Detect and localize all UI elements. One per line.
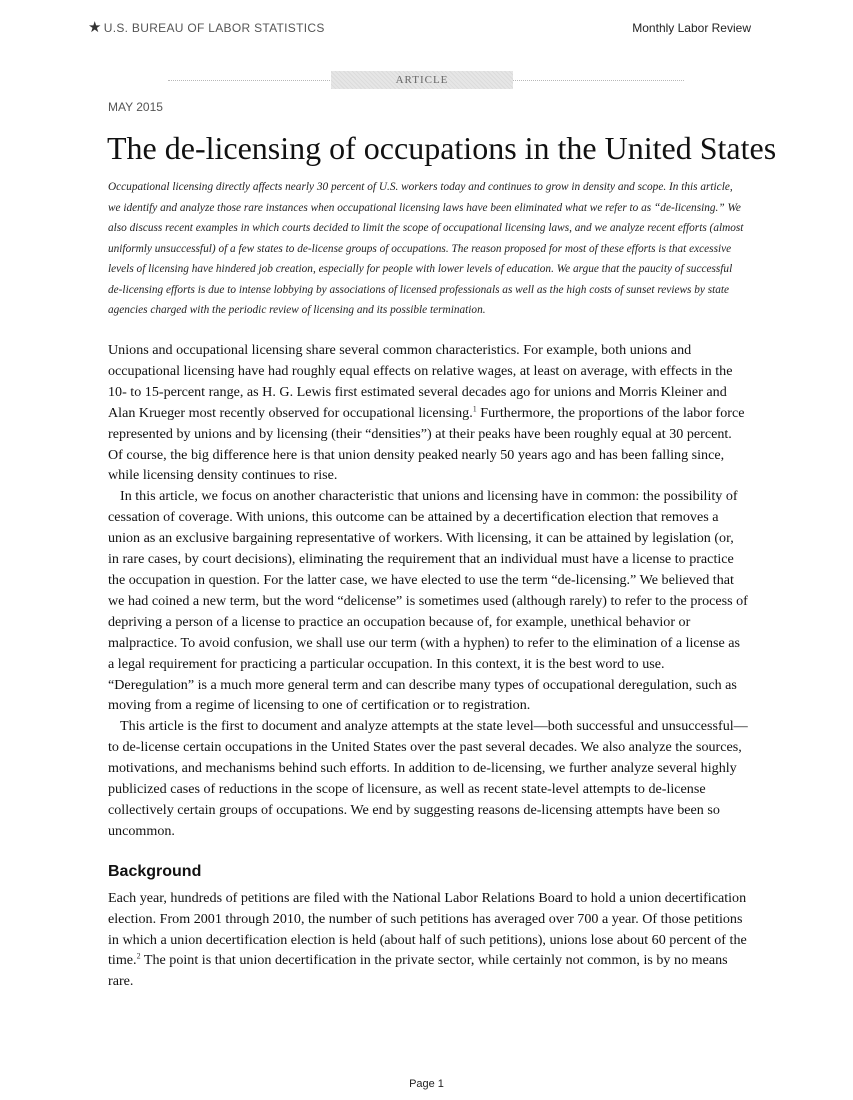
body-paragraph bbox=[108, 340, 748, 486]
body-paragraph bbox=[108, 888, 748, 993]
body-paragraph: This article is the first to document and analyze attempts at the state level—both successful and unsuccessful—to de-license certain occupations in the United States over the past several decades. We also analyze the sources, motivations, and mechanisms behind such efforts. In addition to de-licensing, we further analyze several highly publicized cases of reductions in the scope of licensure, as well as recent state-level attempts to de-license collectively certain groups of occupations. We end by suggesting reasons de-licensing attempts have been so uncommon. bbox=[108, 718, 748, 839]
body-paragraph: In this article, we focus on another characteristic that unions and licensing have in common: the possibility of cessation of coverage. With unions, this outcome can be attained by a decertification election that removes a union as an exclusive bargaining representative of workers. With licensing, it can be attained by legislation (or, in rare cases, by court decisions), eliminating the requirement that an individual must have a license to practice the occupation in question. For the latter case, we have elected to use the term “de-licensing.” We believed that we had coined a new term, but the word “delicense” is sometimes used (although rarely) to refer to the process of depriving a person of a license to practice an occupation because of, for example, unethical behavior or malpractice. To avoid confusion, we shall use our term (with a hyphen) to refer to the elimination of a license as a legal requirement for practicing a particular occupation. In this context, it is the best word to use. “Deregulation” is a much more general term and can describe many types of occupational deregulation, such as moving from a regime of licensing to one of certification or to registration. bbox=[108, 488, 748, 714]
paragraph-text: Each year, hundreds of petitions are filed with the National Labor Relations Board to hold a union decertification election. From 2001 through 2010, the number of such petitions has averaged over 700 a year. Of those petitions in which a union decertification election is held (about half of such petitions), unions lose about 60 percent of the time. bbox=[108, 889, 747, 969]
issue-date: MAY 2015 bbox=[108, 100, 163, 114]
agency-logo[interactable] bbox=[88, 20, 325, 35]
page-title: The de-licensing of occupations in the United States bbox=[107, 130, 777, 166]
footnote-link[interactable]: 2 bbox=[136, 951, 141, 961]
paragraph-text: The point is that union decertification in the private sector, while certainly not common, is by no means rare. bbox=[108, 952, 728, 990]
article-abstract: Occupational licensing directly affects nearly 30 percent of U.S. workers today and continues to grow in density and scope. In this article, we identify and analyze those rare instances when occupational licensing laws have been eliminated what we refer to as “de-licensing.” We also discuss recent examples in which courts decided to limit the scope of occupational licensing laws, and we analyze recent efforts (almost uniformly unsuccessful) of a few states to de-license groups of occupations. The reason proposed for most of these efforts is that excessive levels of licensing have hindered job creation, especially for people with lower levels of education. We argue that the paucity of successful de-licensing efforts is due to intense lobbying by associations of licensed professionals as well as the high costs of sunset reviews by state agencies charged with the periodic review of licensing and its possible termination. bbox=[108, 181, 744, 316]
agency-name: U.S. BUREAU OF LABOR STATISTICS bbox=[103, 20, 325, 35]
page-header bbox=[0, 0, 853, 40]
star-icon: ★ bbox=[88, 19, 102, 36]
section-heading: Background bbox=[108, 862, 202, 880]
section-label: ARTICLE bbox=[331, 71, 513, 89]
paragraph-text: Furthermore, the proportions of the labor force represented by unions and by licensing (their “densities”) at their peaks have been roughly equal at 30 percent. Of course, the big difference here is that union density peaked nearly 50 years ago and has been falling since, while licensing density continues to rise. bbox=[108, 404, 745, 484]
footnote-link[interactable]: 1 bbox=[472, 404, 477, 414]
page-number: Page 1 bbox=[409, 1078, 444, 1090]
article-body bbox=[108, 340, 748, 992]
paragraph-text: Unions and occupational licensing share several common characteristics. For example, both unions and occupational licensing have had roughly equal effects on relative wages, at least on average, with effects in the 10- to 15-percent range, as H. G. Lewis first estimated several decades ago for unions and Morris Kleiner and Alan Krueger most recently observed for occupational licensing. bbox=[108, 342, 733, 421]
publication-name: Monthly Labor Review bbox=[632, 21, 751, 35]
